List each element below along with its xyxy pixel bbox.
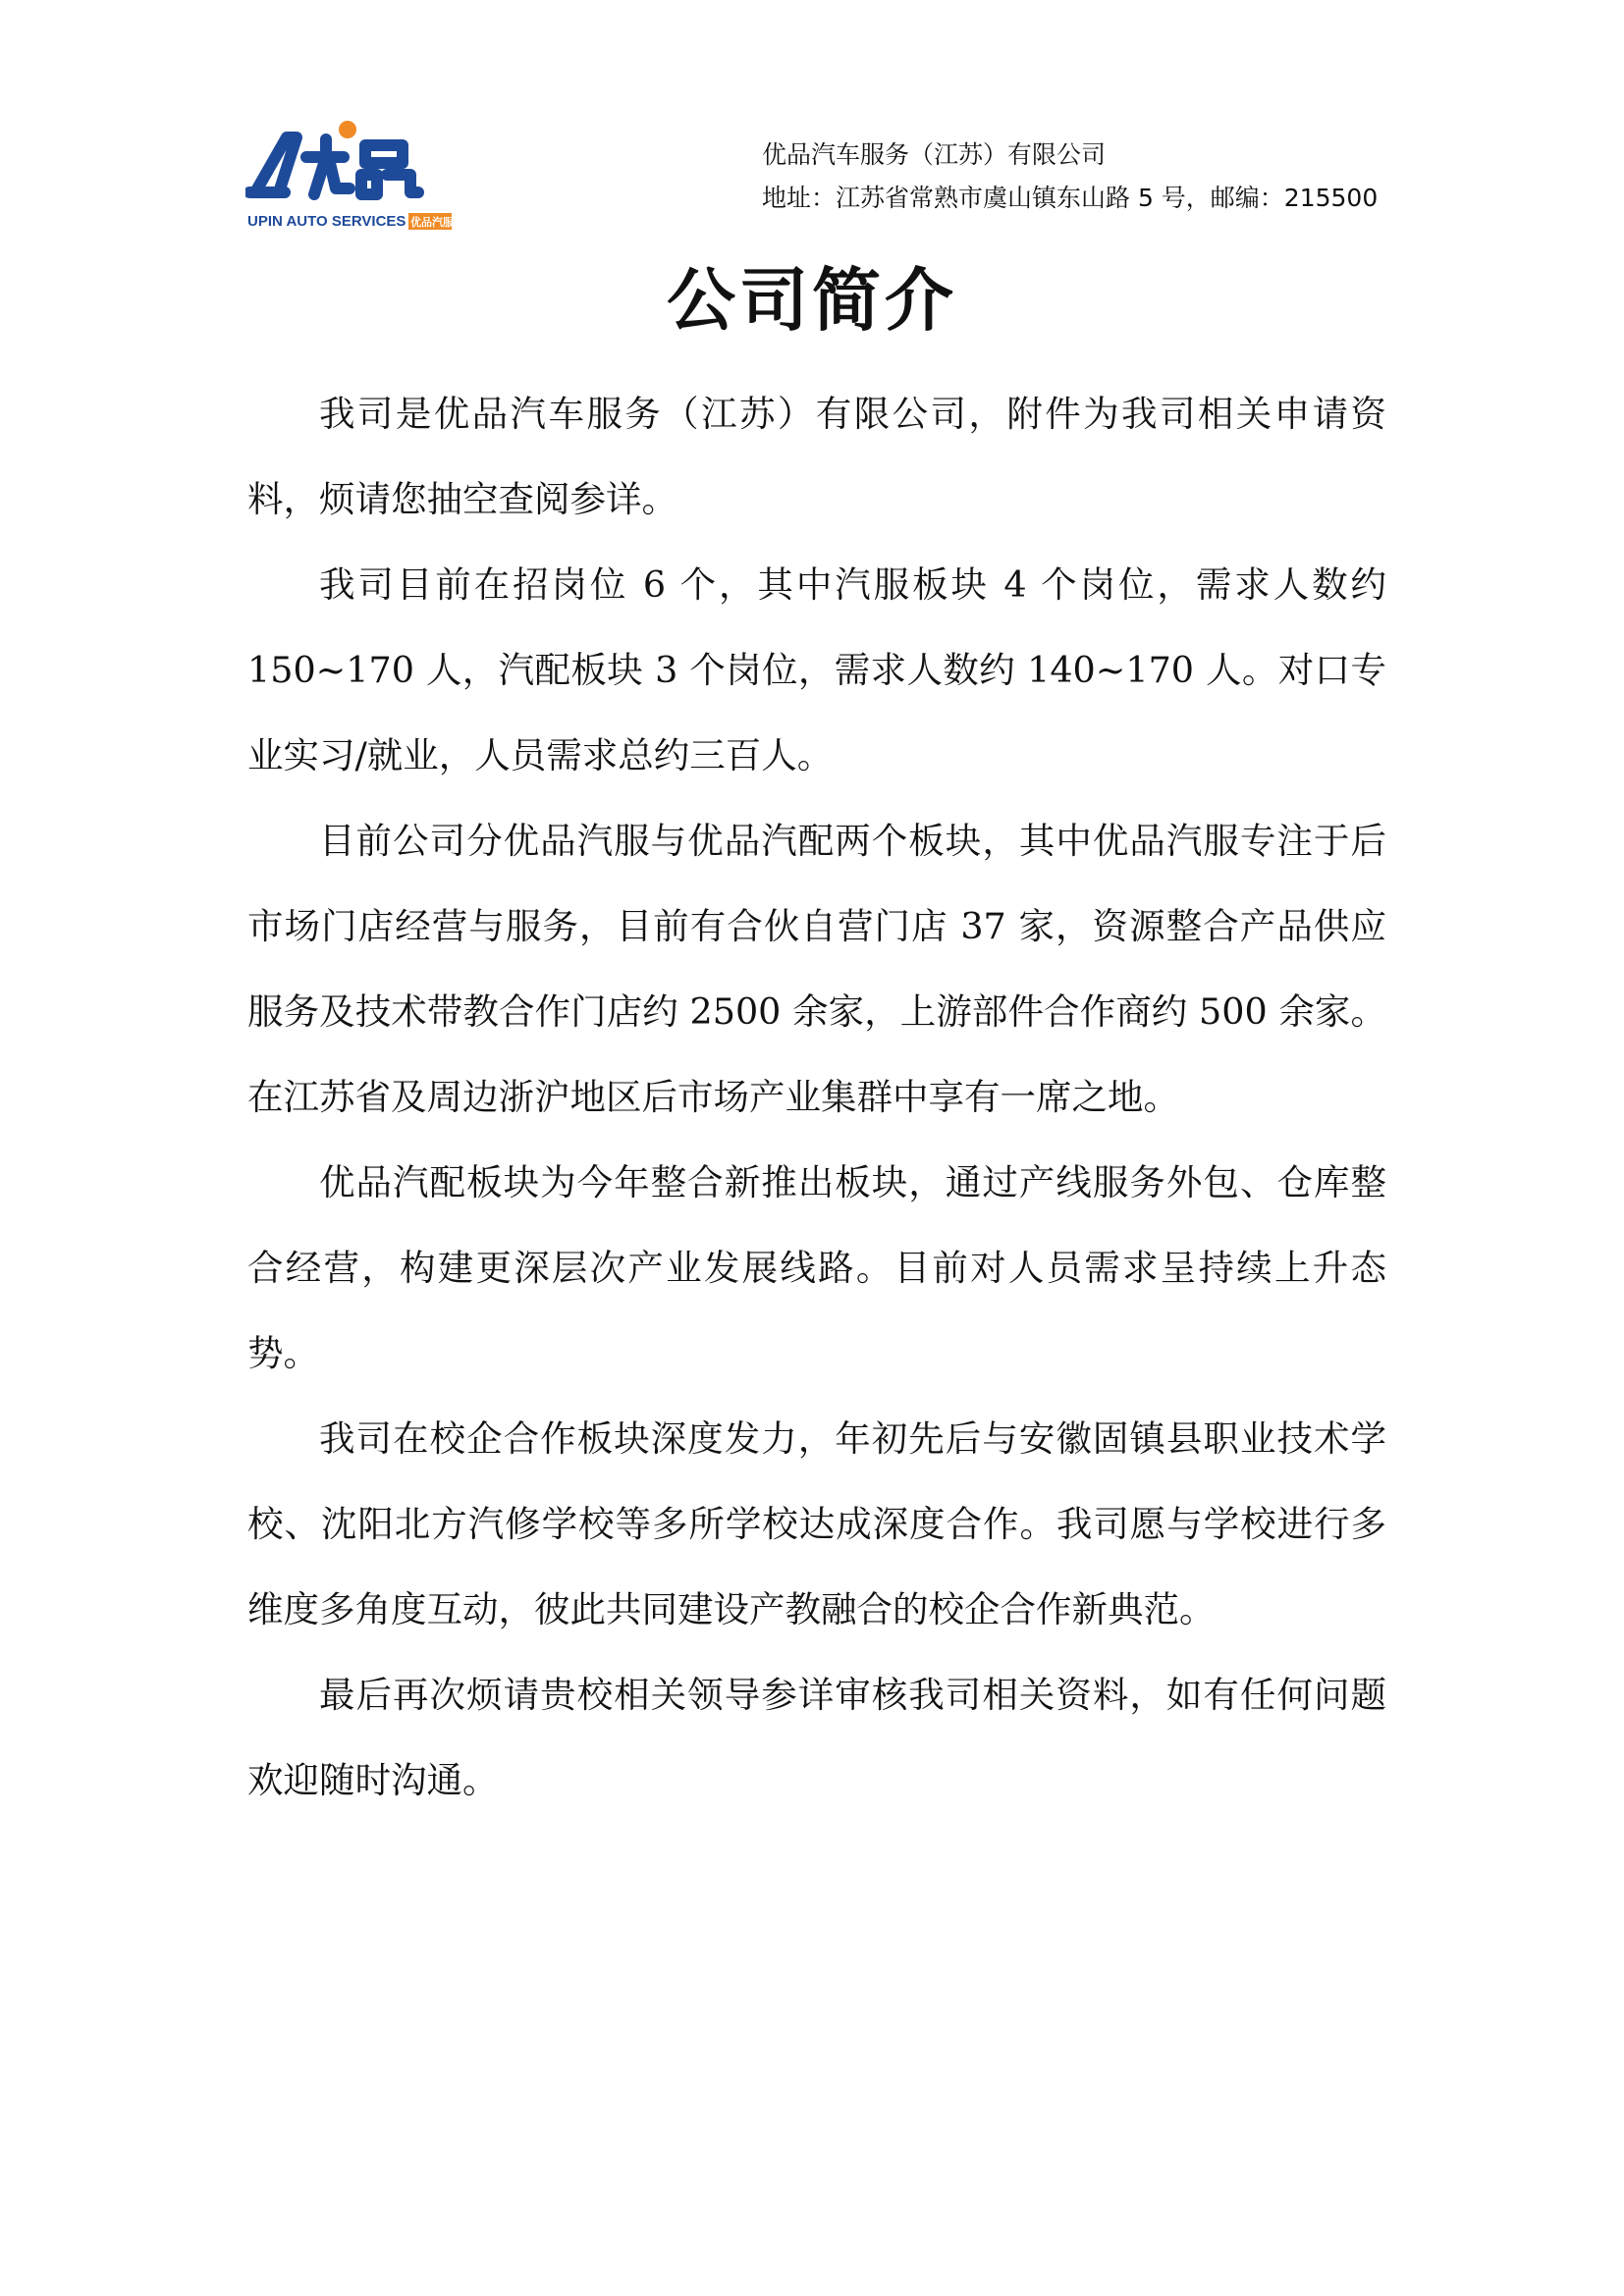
company-address: 地址：江苏省常熟市虞山镇东山路 5 号，邮编：215500 [762, 184, 1379, 212]
company-logo [245, 116, 471, 234]
logo-chinese-tag: 优品汽服 [410, 216, 454, 229]
paragraph-auto-parts: 优品汽配板块为今年整合新推出板块，通过产线服务外包、仓库整合经营，构建更深层次产业发展线路。目前对人员需求呈持续上升态势。 [247, 1161, 1386, 1374]
paragraph-school-cooperation: 我司在校企合作板块深度发力，年初先后与安徽固镇县职业技术学校、沈阳北方汽修学校等多所学校达成深度合作。我司愿与学校进行多维度多角度互动，彼此共同建设产教融合的校企合作新典范。 [247, 1417, 1386, 1630]
upin-logo-icon [245, 116, 471, 234]
company-name: 优品汽车服务（江苏）有限公司 [762, 140, 1107, 169]
logo-english-name: UPIN AUTO SERVICES [247, 213, 406, 230]
paragraph-closing: 最后再次烦请贵校相关领导参详审核我司相关资料，如有任何问题欢迎随时沟通。 [247, 1674, 1386, 1801]
paragraph-business: 目前公司分优品汽服与优品汽配两个板块，其中优品汽服专注于后市场门店经营与服务，目前有合伙自营门店 37 家，资源整合产品供应服务及技术带教合作门店约 2500 余家，上游部件合作商约 500 余家。在江苏省及周边浙沪地区后市场产业集群中享有一席之地。 [247, 820, 1386, 1118]
paragraph-intro: 我司是优品汽车服务（江苏）有限公司，附件为我司相关申请资料，烦请您抽空查阅参详。 [247, 393, 1386, 520]
header-info [762, 133, 1378, 220]
paragraph-positions: 我司目前在招岗位 6 个，其中汽服板块 4 个岗位，需求人数约 150~170 人，汽配板块 3 个岗位，需求人数约 140~170 人。对口专业实习/就业，人员需求总约三百人。 [247, 563, 1386, 776]
page-title: 公司简介 [667, 259, 957, 341]
logo-dot-icon [339, 121, 356, 138]
document-body [247, 371, 1386, 1823]
